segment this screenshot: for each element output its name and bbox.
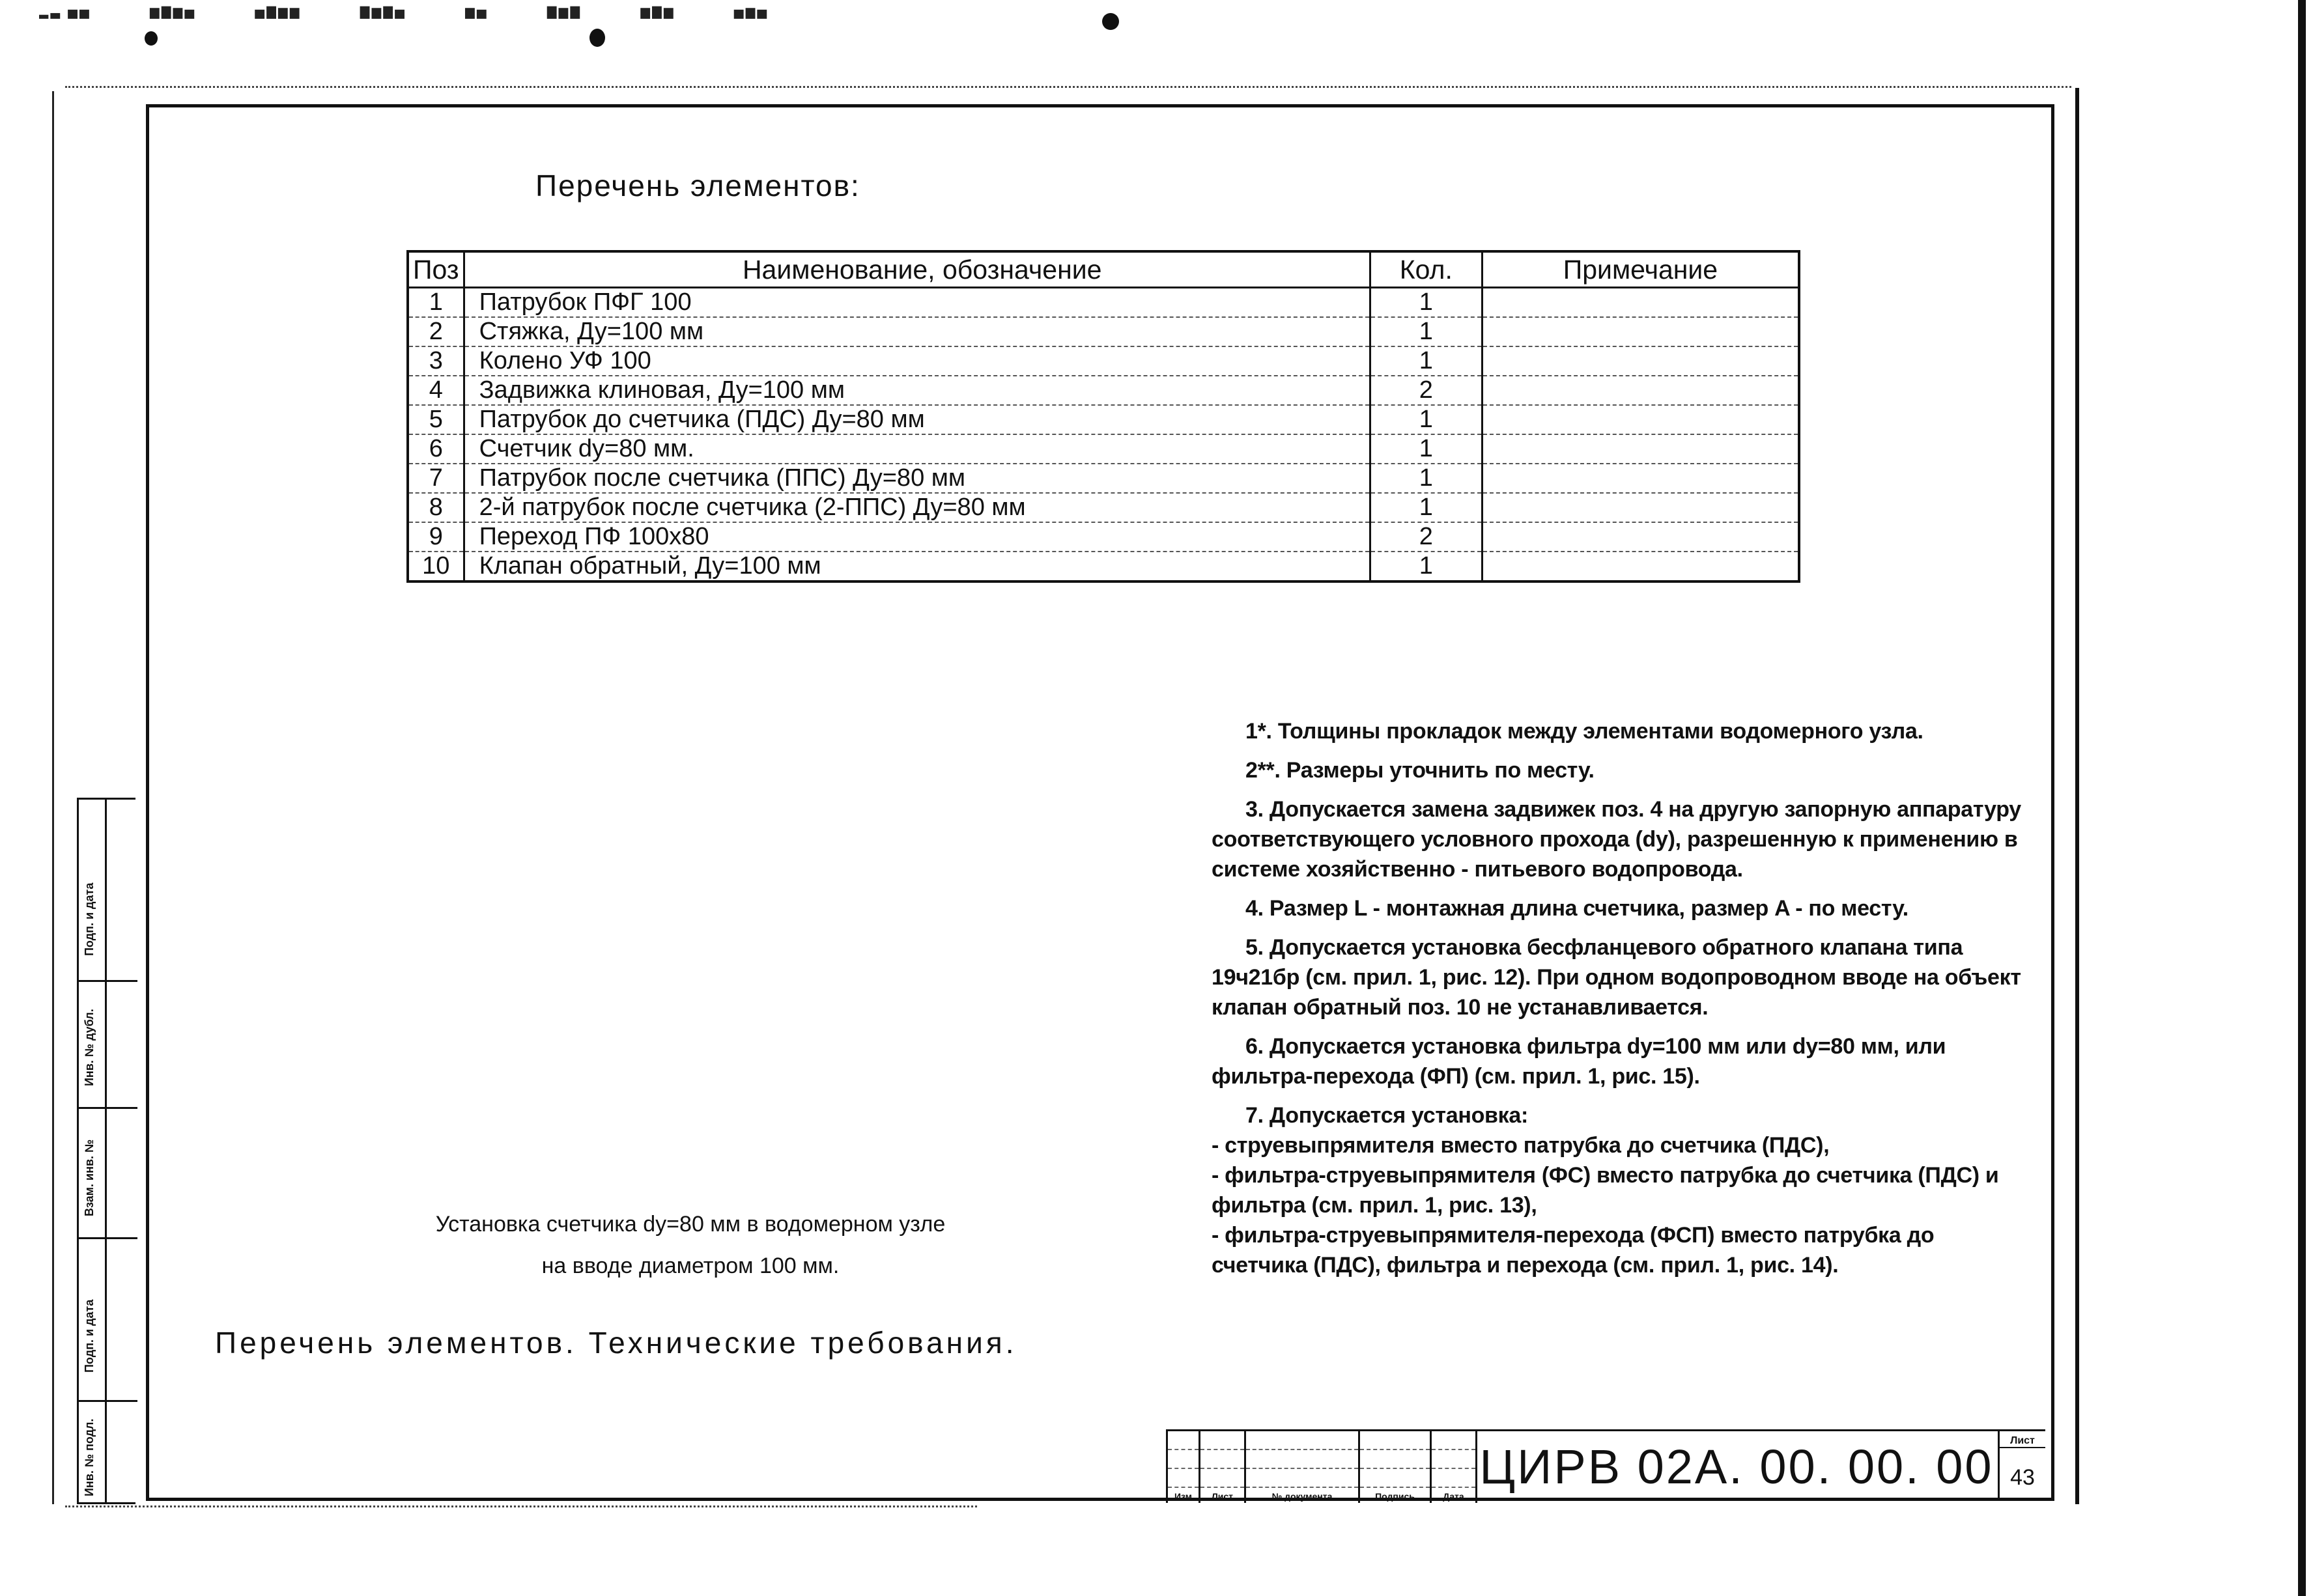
title-block-label: № документа: [1271, 1491, 1333, 1502]
drawing-caption: [365, 1203, 1016, 1287]
row-name: Стяжка, Ду=100 мм: [464, 317, 1370, 346]
header-pos: Поз: [408, 251, 464, 288]
row-name: 2-й патрубок после счетчика (2-ППС) Ду=80 мм: [464, 493, 1370, 522]
row-qty: 2: [1370, 376, 1482, 405]
header-note: Примечание: [1482, 251, 1799, 288]
table-row: [408, 288, 1799, 318]
sheet-number-box: [2000, 1429, 2045, 1501]
caption-line-2: на вводе диаметром 100 мм.: [541, 1253, 840, 1278]
note-6: 6. Допускается установка фильтра dy=100 мм или dy=80 мм, или фильтра-перехода (ФП) (см. прил. 1, рис. 15).: [1212, 1034, 1946, 1089]
sheet-number: 43: [2010, 1465, 2035, 1490]
row-note: [1482, 405, 1799, 434]
document-code: ЦИРВ 02А. 00. 00. 00: [1475, 1429, 2000, 1501]
row-note: [1482, 288, 1799, 318]
scan-speck: [145, 31, 158, 46]
caption-line-1: Установка счетчика dy=80 мм в водомерном узле: [435, 1212, 946, 1237]
row-note: [1482, 493, 1799, 522]
note-7-item: - фильтра-струевыпрямителя-перехода (ФСП) вместо патрубка до счетчика (ПДС), фильтра и перехода (см. прил. 1, рис. 14).: [1212, 1223, 1935, 1278]
sheet-label: Лист: [2000, 1435, 2045, 1448]
row-note: [1482, 464, 1799, 493]
sheet-subtitle: Перечень элементов. Технические требования.: [215, 1326, 1017, 1360]
title-block-label: Лист: [1211, 1491, 1234, 1502]
row-note: [1482, 434, 1799, 464]
margin-label: Подп. и дата: [83, 1299, 96, 1373]
row-note: [1482, 346, 1799, 376]
title-block-column: [1246, 1431, 1360, 1503]
table-row: [408, 434, 1799, 464]
row-pos: 1: [408, 288, 464, 318]
note-7-heading: 7. Допускается установка:: [1245, 1103, 1528, 1128]
note-7-item: - фильтра-струевыпрямителя (ФС) вместо патрубка до счетчика (ПДС) и фильтра (см. прил. 1, рис. 13),: [1212, 1163, 1999, 1218]
margin-stamp: [77, 798, 135, 1504]
table-row: [408, 522, 1799, 552]
outer-frame-left: [52, 91, 54, 1504]
row-note: [1482, 552, 1799, 581]
note-5: 5. Допускается установка бесфланцевого обратного клапана типа 19ч21бр (см. прил. 1, рис. 12). При одном водопроводном вводе на объект клапан обратный поз. 10 не устанавливается.: [1212, 935, 2021, 1020]
row-qty: 1: [1370, 288, 1482, 318]
title-block-label: Изм: [1174, 1491, 1193, 1502]
technical-requirements: [1212, 716, 2026, 1280]
title-block-revisions: [1166, 1429, 1477, 1503]
row-name: Патрубок до счетчика (ПДС) Ду=80 мм: [464, 405, 1370, 434]
row-qty: 2: [1370, 522, 1482, 552]
row-qty: 1: [1370, 493, 1482, 522]
margin-label: Инв. № подл.: [83, 1418, 96, 1496]
row-name: Переход ПФ 100х80: [464, 522, 1370, 552]
elements-table: [406, 250, 1800, 583]
row-pos: 5: [408, 405, 464, 434]
row-name: Счетчик dy=80 мм.: [464, 434, 1370, 464]
row-pos: 3: [408, 346, 464, 376]
table-row: [408, 552, 1799, 581]
header-qty: Кол.: [1370, 251, 1482, 288]
row-pos: 7: [408, 464, 464, 493]
table-row: [408, 317, 1799, 346]
scan-speck: [589, 29, 605, 47]
row-pos: 9: [408, 522, 464, 552]
scan-dotted-line: [65, 86, 2071, 88]
title-block-column: [1432, 1431, 1477, 1503]
header-name: Наименование, обозначение: [464, 251, 1370, 288]
elements-list-title: Перечень элементов:: [535, 169, 860, 203]
row-name: Задвижка клиновая, Ду=100 мм: [464, 376, 1370, 405]
row-pos: 6: [408, 434, 464, 464]
table-header-row: [408, 251, 1799, 288]
row-pos: 2: [408, 317, 464, 346]
note-2: 2**. Размеры уточнить по месту.: [1245, 758, 1595, 783]
table-row: [408, 493, 1799, 522]
title-block-column: [1360, 1431, 1432, 1503]
row-note: [1482, 522, 1799, 552]
note-1: 1*. Толщины прокладок между элементами водомерного узла.: [1245, 719, 1923, 744]
row-qty: 1: [1370, 346, 1482, 376]
row-qty: 1: [1370, 552, 1482, 581]
row-note: [1482, 376, 1799, 405]
outer-frame-right: [2075, 88, 2079, 1504]
row-qty: 1: [1370, 434, 1482, 464]
row-name: Патрубок ПФГ 100: [464, 288, 1370, 318]
scan-dotted-line: [65, 1505, 977, 1507]
row-name: Колено УФ 100: [464, 346, 1370, 376]
table-row: [408, 464, 1799, 493]
title-block-label: Дата: [1443, 1491, 1464, 1502]
row-pos: 8: [408, 493, 464, 522]
margin-label: Инв. № дубл.: [83, 1009, 96, 1086]
scan-speck: [1102, 13, 1119, 30]
note-3: 3. Допускается замена задвижек поз. 4 на другую запорную аппаратуру соответствующего условного прохода (dy), разрешенную к применению в системе хозяйственно - питьевого водопровода.: [1212, 797, 2021, 882]
title-block-column: [1168, 1431, 1200, 1503]
note-4: 4. Размер L - монтажная длина счетчика, размер A - по месту.: [1245, 896, 1909, 921]
title-block-label: Подпись: [1375, 1491, 1415, 1502]
table-row: [408, 405, 1799, 434]
note-7-item: - струевыпрямителя вместо патрубка до счетчика (ПДС),: [1212, 1133, 1830, 1158]
margin-label: Взам. инв. №: [83, 1139, 96, 1216]
margin-label: Подп. и дата: [83, 882, 96, 956]
row-qty: 1: [1370, 317, 1482, 346]
row-pos: 10: [408, 552, 464, 581]
scan-edge: [2298, 0, 2306, 1596]
row-name: Патрубок после счетчика (ППС) Ду=80 мм: [464, 464, 1370, 493]
table-row: [408, 376, 1799, 405]
row-pos: 4: [408, 376, 464, 405]
row-note: [1482, 317, 1799, 346]
title-block-column: [1200, 1431, 1246, 1503]
table-row: [408, 346, 1799, 376]
row-qty: 1: [1370, 405, 1482, 434]
scan-noise-top: ▂▃ ▅▅ ▆▇▆▅ ▅▇▆▆ ▇▆▇▅ ▆▅ ▇▆▇ ▆▇▆ ▅▆▅: [39, 5, 769, 18]
row-qty: 1: [1370, 464, 1482, 493]
row-name: Клапан обратный, Ду=100 мм: [464, 552, 1370, 581]
